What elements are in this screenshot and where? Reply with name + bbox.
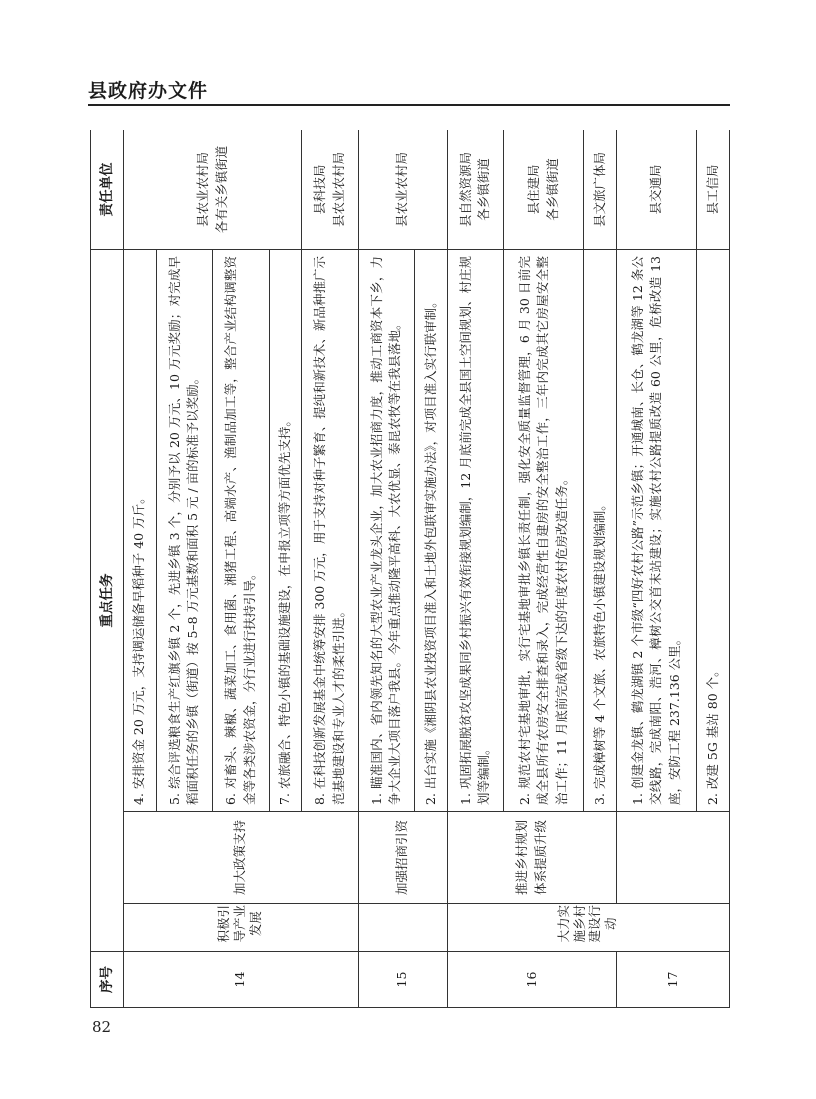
task-cell: 1. 瞄准国内、省内领先知名的大型农业产业龙头企业，加大农业招商力度，推动工商资本下乡，力争大企业大项目落户我县。今年重点推动隆平高科、大农优显、泰昆农牧等在我县落地。	[358, 249, 414, 811]
unit-cell	[617, 130, 697, 249]
row-seq: 17	[617, 952, 730, 1008]
table-header-row	[91, 130, 124, 1008]
unit-line: 县自然资源局	[457, 151, 473, 227]
row-category: 加强招商引资	[358, 812, 447, 904]
unit-cell	[124, 130, 302, 249]
task-cell: 3. 完成樟树等 4 个文旅、农旅特色小镇建设规划编制。	[584, 249, 617, 811]
row-category	[617, 812, 730, 904]
unit-line: 各乡镇街道	[476, 158, 492, 221]
row-category: 推进乡村规划体系提质升级	[447, 812, 616, 904]
unit-line: 县农业农村局	[194, 151, 210, 227]
row-seq: 15	[358, 952, 447, 1008]
task-cell: 2. 规范农村宅基地审批，实行宅基地审批乡镇长责任制，强化安全质量监督管理，6 月 30 日前完成全县所有农房安全排查和录入，完成经营性自建房的安全整治工作，三年内完成其它房屋安全整治工作；11 月底前完成省级下达的年度农村危房改造任务。	[504, 249, 584, 811]
plan-table-container	[90, 130, 730, 1008]
row-area	[124, 904, 359, 952]
col-header-seq: 序号	[91, 952, 124, 1008]
table-row	[358, 130, 414, 1008]
area-label: 大力实施乡村建设行动	[556, 905, 618, 943]
row-area	[358, 904, 447, 952]
task-cell: 5. 综合评选粮食生产红旗乡镇 2 个，先进乡镇 3 个，分别予以 20 万元、10 万元奖励；对完成早稻面积任务的乡镇（街道）按 5–8 万元基数和面积 5 元 / 亩的标准予以奖励。	[156, 249, 212, 811]
unit-cell	[584, 130, 617, 249]
unit-line: 县科技局	[312, 164, 328, 215]
unit-line: 县文旅广体局	[591, 151, 607, 227]
area-label: 积极引导产业发展	[216, 905, 263, 943]
unit-line: 各有关乡镇街道	[213, 145, 229, 234]
key-tasks-table	[90, 130, 730, 1008]
unit-cell	[447, 130, 503, 249]
task-cell: 2. 出台实施《湘阴县农业投资项目准入和土地外包联审实施办法》，对项目准入实行联审制。	[415, 249, 448, 811]
row-category: 加大政策支持	[124, 812, 359, 904]
row-seq: 16	[447, 952, 616, 1008]
page-header-title: 县政府办文件	[88, 80, 209, 102]
unit-cell	[358, 130, 447, 249]
table-row	[617, 130, 697, 1008]
unit-line: 县农业农村局	[330, 151, 346, 227]
rotated-table-frame	[90, 130, 730, 1008]
col-header-unit: 责任单位	[91, 130, 124, 249]
unit-line: 县交通局	[648, 164, 664, 215]
unit-line: 县工信局	[704, 164, 720, 215]
row-area	[447, 904, 729, 952]
header-divider	[88, 104, 730, 106]
unit-line: 各乡镇街道	[544, 158, 560, 221]
row-seq: 14	[124, 952, 359, 1008]
unit-line: 县农业农村局	[394, 151, 410, 227]
task-cell: 8. 在科技创新发展基金中统筹安排 300 万元，用于支持对种子繁育、提纯和新技术、新品种推广示范基地建设和专业人才的柔性引进。	[302, 249, 358, 811]
unit-cell	[697, 130, 730, 249]
task-cell: 4. 安排资金 20 万元，支持调运储备早稻种子 40 万斤。	[124, 249, 157, 811]
col-header-task: 重点任务	[91, 249, 124, 951]
task-cell: 6. 对畜头、辣椒、蔬菜加工、食用菌、湘猪工程、高端水产、渔制品加工等，整合产业结构调整资金等各类涉农资金，分行业进行扶持引导。	[213, 249, 269, 811]
task-cell: 1. 创建金龙镇、鹤龙湖镇 2 个市级“四好农村公路”示范乡镇；开通城南、长仓、鹤龙湖等 12 条公交线路，完成南阳、浩河、樟树公交首末站建设；实施农村公路提质改造 60 公里，危桥改造 13 座，安防工程 237.136 公里。	[617, 249, 697, 811]
table-row	[124, 130, 157, 1008]
task-cell: 7. 农旅融合、特色小镇的基础设施建设，在申报立项等方面优先支持。	[269, 249, 302, 811]
table-row	[447, 130, 503, 1008]
unit-line: 县住建局	[526, 164, 542, 215]
unit-cell	[504, 130, 584, 249]
task-cell: 2. 改建 5G 基站 80 个。	[697, 249, 730, 811]
unit-cell	[302, 130, 358, 249]
page-number: 82	[92, 1018, 112, 1036]
task-cell: 1. 巩固拓展脱贫攻坚成果同乡村振兴有效衔接规划编制，12 月底前完成全县国土空间规划、村庄规划等编制。	[447, 249, 503, 811]
